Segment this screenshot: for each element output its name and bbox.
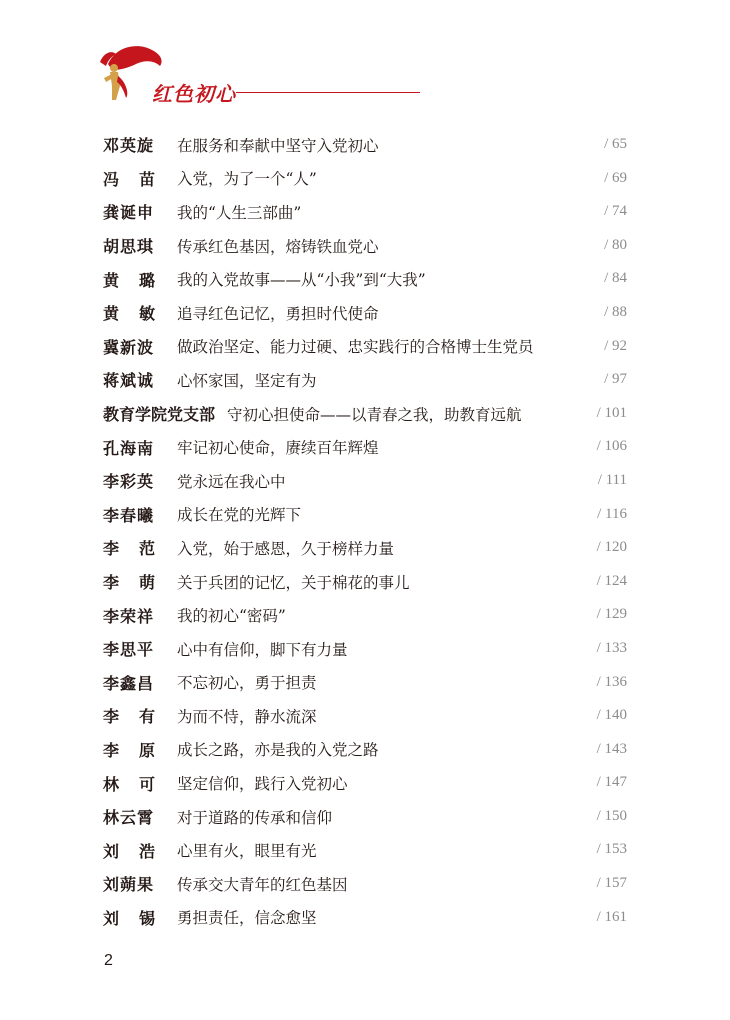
- toc-entry[interactable]: [103, 162, 627, 196]
- toc-title: 坚定信仰，践行入党初心: [177, 775, 348, 794]
- toc-author: 教育学院党支部: [103, 405, 216, 425]
- toc-title: 传承红色基因，熔铸铁血党心: [177, 237, 379, 256]
- toc-page-ref: / 143: [596, 740, 627, 757]
- toc-author: 胡思琪: [103, 237, 155, 257]
- toc-entry[interactable]: [103, 128, 627, 162]
- toc-page-ref: / 140: [596, 707, 627, 724]
- toc-entry[interactable]: [103, 565, 627, 599]
- toc-title: 我的初心“密码”: [177, 607, 286, 626]
- toc-entry[interactable]: [103, 296, 627, 330]
- toc-author: 冯苗: [103, 169, 176, 189]
- toc-page-ref: / 74: [604, 203, 627, 220]
- toc-title: 我的入党故事——从“小我”到“大我”: [177, 271, 426, 290]
- toc-title: 做政治坚定、能力过硬、忠实践行的合格博士生党员: [177, 338, 534, 357]
- toc-title: 不忘初心，勇于担责: [177, 674, 317, 693]
- toc-title: 勇担责任，信念愈坚: [177, 909, 317, 928]
- toc-page-ref: / 124: [596, 572, 627, 589]
- toc-author: 刘浩: [103, 841, 176, 861]
- toc-title: 我的“人生三部曲”: [177, 203, 302, 222]
- toc-author: 龚诞申: [103, 203, 155, 223]
- toc-entry[interactable]: [103, 632, 627, 666]
- toc-page-ref: / 92: [604, 337, 627, 354]
- toc-title: 牢记初心使命，赓续百年辉煌: [177, 439, 379, 458]
- toc-entry[interactable]: [103, 430, 627, 464]
- toc-entry[interactable]: [103, 498, 627, 532]
- toc-author: 李春曦: [103, 505, 155, 525]
- page-header: [94, 38, 334, 108]
- toc-author: 李原: [103, 740, 176, 760]
- toc-page-ref: / 97: [604, 371, 627, 388]
- toc-author: 林云霄: [103, 808, 155, 828]
- toc-page-ref: / 147: [596, 774, 627, 791]
- toc-page-ref: / 88: [604, 303, 627, 320]
- toc-entry[interactable]: [103, 867, 627, 901]
- toc-entry[interactable]: [103, 363, 627, 397]
- toc-author: 孔海南: [103, 438, 155, 458]
- toc-page-ref: / 106: [596, 438, 627, 455]
- toc-title: 在服务和奉献中坚守入党初心: [177, 136, 379, 155]
- toc-author: 李思平: [103, 640, 155, 660]
- toc-page-ref: / 80: [604, 236, 627, 253]
- toc-title: 成长在党的光辉下: [177, 506, 302, 525]
- toc-entry[interactable]: [103, 598, 627, 632]
- toc-page-ref: / 136: [596, 673, 627, 690]
- toc-entry[interactable]: [103, 397, 627, 431]
- page-number: 2: [104, 952, 113, 969]
- toc-author: 李荣祥: [103, 606, 155, 626]
- toc-page-ref: / 111: [597, 471, 627, 488]
- toc-title: 心里有火，眼里有光: [177, 842, 317, 861]
- toc-entry[interactable]: [103, 330, 627, 364]
- toc-entry[interactable]: [103, 229, 627, 263]
- toc-page-ref: / 120: [596, 539, 627, 556]
- toc-page-ref: / 69: [604, 169, 627, 186]
- toc-author: 李鑫昌: [103, 673, 155, 693]
- toc-page-ref: / 101: [596, 404, 627, 421]
- toc-author: 刘蒴果: [103, 875, 155, 895]
- toc-page-ref: / 65: [604, 136, 627, 152]
- toc-title: 心怀家国，坚定有为: [177, 371, 317, 390]
- toc-entry[interactable]: [103, 464, 627, 498]
- toc-page-ref: / 116: [597, 505, 627, 522]
- toc-page-ref: / 153: [596, 841, 627, 858]
- toc-entry[interactable]: [103, 833, 627, 867]
- toc-author: 李有: [103, 707, 176, 727]
- toc-page-ref: / 150: [596, 807, 627, 824]
- toc-page-ref: / 161: [596, 908, 627, 925]
- toc-author: 李彩英: [103, 472, 155, 492]
- toc-author: 邓英旋: [103, 136, 155, 156]
- toc-entry[interactable]: [103, 766, 627, 800]
- toc-author: 黄敏: [103, 304, 176, 324]
- toc-page-ref: / 157: [596, 875, 627, 892]
- toc-author: 黄璐: [103, 270, 176, 290]
- header-title: 红色初心: [152, 82, 236, 106]
- toc-title: 成长之路，亦是我的入党之路: [177, 741, 379, 760]
- toc-entry[interactable]: [103, 666, 627, 700]
- toc-author: 李范: [103, 539, 176, 559]
- toc-title: 心中有信仰，脚下有力量: [177, 640, 348, 659]
- toc-title: 入党，始于感恩，久于榜样力量: [177, 539, 395, 558]
- table-of-contents: [103, 128, 627, 934]
- toc-author: 林可: [103, 774, 176, 794]
- toc-title: 关于兵团的记忆，关于棉花的事儿: [177, 573, 410, 592]
- toc-entry[interactable]: [103, 800, 627, 834]
- toc-title: 追寻红色记忆，勇担时代使命: [177, 304, 379, 323]
- toc-entry[interactable]: [103, 699, 627, 733]
- toc-author: 李萌: [103, 573, 176, 593]
- toc-entry[interactable]: [103, 195, 627, 229]
- toc-title: 传承交大青年的红色基因: [177, 875, 348, 894]
- toc-page-ref: / 129: [596, 606, 627, 623]
- toc-entry[interactable]: [103, 901, 627, 935]
- toc-entry[interactable]: [103, 733, 627, 767]
- toc-title: 入党，为了一个“人”: [177, 170, 317, 189]
- toc-title: 守初心担使命——以青春之我，助教育远航: [227, 405, 522, 424]
- toc-entry[interactable]: [103, 262, 627, 296]
- toc-title: 为而不恃，静水流深: [177, 707, 317, 726]
- toc-author: 蒋斌诚: [103, 371, 155, 391]
- header-rule: [236, 92, 420, 93]
- toc-entry[interactable]: [103, 531, 627, 565]
- toc-title: 党永远在我心中: [177, 472, 286, 491]
- toc-author: 冀新波: [103, 337, 155, 357]
- toc-title: 对于道路的传承和信仰: [177, 808, 333, 827]
- toc-page-ref: / 133: [596, 639, 627, 656]
- toc-page-ref: / 84: [604, 270, 627, 287]
- toc-author: 刘锡: [103, 908, 176, 928]
